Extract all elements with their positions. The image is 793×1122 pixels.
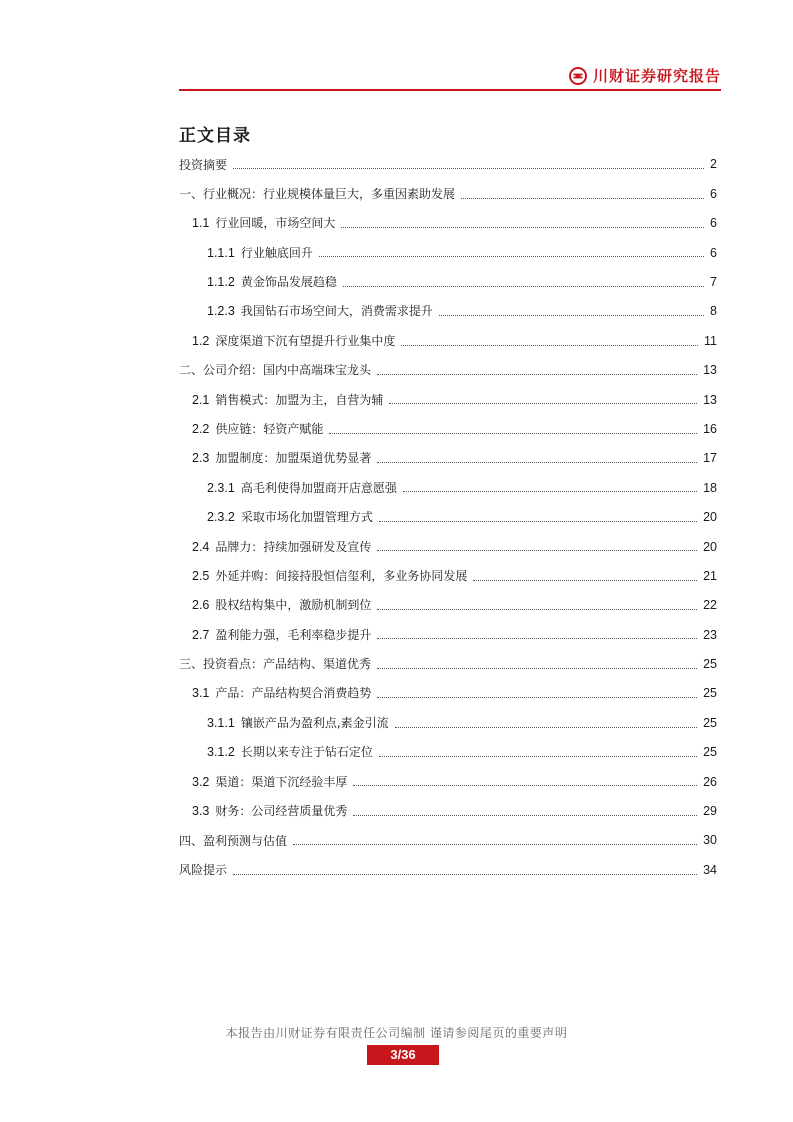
toc-dot-leader — [379, 521, 697, 522]
brand — [569, 65, 721, 86]
toc-dot-leader — [473, 580, 697, 581]
toc-entry-number: 3.2 — [192, 774, 210, 789]
toc-entry-title: 黄金饰品发展趋稳 — [240, 275, 337, 289]
toc-entry-text — [207, 511, 375, 524]
toc-dot-leader — [389, 403, 697, 404]
toc-entry-title: 产品：产品结构契合消费趋势 — [215, 686, 372, 701]
toc-entry-number: 2.3.2 — [207, 510, 235, 525]
toc-dot-leader — [439, 315, 704, 316]
toc-entry-text — [207, 717, 391, 730]
toc-entry-title: 加盟制度：加盟渠道优势显著 — [215, 451, 372, 466]
toc-entry-page: 2 — [710, 157, 717, 172]
toc-dot-leader — [395, 727, 697, 728]
table-of-contents — [179, 150, 717, 885]
toc-entry-title: 盈利能力强，毛利率稳步提升 — [215, 627, 372, 642]
toc-entry-page: 25 — [703, 745, 717, 760]
toc-entry[interactable] — [179, 591, 717, 620]
toc-entry[interactable] — [179, 415, 717, 444]
toc-entry-text — [192, 599, 373, 612]
toc-entry-number: 2.5 — [192, 568, 210, 583]
toc-entry-title: 投资摘要 — [179, 157, 228, 172]
toc-entry[interactable] — [179, 797, 717, 826]
toc-dot-leader — [377, 609, 697, 610]
toc-entry-title: 财务：公司经营质量优秀 — [215, 804, 348, 819]
toc-entry-number: 2.4 — [192, 539, 210, 554]
toc-entry-number: 2.3.1 — [207, 480, 235, 495]
toc-entry-text — [192, 629, 373, 642]
toc-entry-title: 供应链：轻资产赋能 — [215, 421, 324, 436]
toc-entry-title: 深度渠道下沉有望提升行业集中度 — [215, 333, 396, 348]
toc-dot-leader — [233, 168, 704, 169]
toc-entry-page: 13 — [703, 363, 717, 378]
toc-entry-text — [192, 541, 373, 554]
toc-entry-title: 我国钻石市场空间大，消费需求提升 — [240, 304, 433, 319]
toc-entry-text — [192, 335, 397, 348]
toc-entry-page: 34 — [703, 862, 717, 877]
toc-entry[interactable] — [179, 297, 717, 326]
toc-entry[interactable] — [179, 209, 717, 238]
toc-entry-page: 22 — [703, 598, 717, 613]
toc-entry-text — [192, 805, 349, 818]
toc-entry[interactable] — [179, 679, 717, 708]
toc-entry-number: 3.1.2 — [207, 745, 235, 760]
toc-entry-title: 长期以来专注于钻石定位 — [240, 745, 373, 760]
toc-entry[interactable] — [179, 738, 717, 767]
toc-dot-leader — [379, 756, 697, 757]
report-header — [179, 63, 721, 89]
toc-dot-leader — [461, 198, 704, 199]
toc-entry-page: 29 — [703, 804, 717, 819]
toc-dot-leader — [293, 844, 697, 845]
toc-entry[interactable] — [179, 855, 717, 884]
chuancai-logo-icon — [569, 67, 587, 85]
toc-entry-page: 16 — [703, 421, 717, 436]
toc-dot-leader — [377, 374, 697, 375]
toc-entry-number: 2.2 — [192, 421, 210, 436]
toc-entry-page: 17 — [703, 451, 717, 466]
toc-entry-text — [192, 423, 325, 436]
toc-entry-page: 25 — [703, 715, 717, 730]
toc-entry-number: 3.3 — [192, 804, 210, 819]
toc-entry-title: 高毛利使得加盟商开店意愿强 — [240, 480, 397, 495]
toc-entry-text — [192, 570, 469, 583]
toc-entry-page: 20 — [703, 539, 717, 554]
toc-entry-text — [207, 482, 399, 495]
toc-entry-page: 6 — [710, 245, 717, 260]
toc-entry[interactable] — [179, 826, 717, 855]
toc-dot-leader — [401, 345, 698, 346]
toc-title: 正文目录 — [179, 126, 251, 146]
toc-entry-title: 行业触底回升 — [240, 245, 313, 260]
toc-entry-text — [179, 159, 229, 171]
toc-entry-title: 销售模式：加盟为主，自营为辅 — [215, 392, 384, 407]
toc-dot-leader — [343, 286, 704, 287]
toc-entry[interactable] — [179, 444, 717, 473]
toc-dot-leader — [403, 491, 697, 492]
toc-entry-title: 行业回暖，市场空间大 — [215, 216, 336, 231]
toc-entry-text — [179, 188, 457, 200]
toc-entry-number: 3.1.1 — [207, 715, 235, 730]
header-divider — [179, 89, 721, 91]
toc-dot-leader — [377, 697, 697, 698]
toc-entry[interactable] — [179, 532, 717, 561]
toc-dot-leader — [377, 550, 697, 551]
toc-entry[interactable] — [179, 268, 717, 297]
toc-entry-text — [179, 835, 289, 847]
toc-entry-text — [179, 658, 373, 670]
toc-dot-leader — [341, 227, 704, 228]
toc-entry-text — [192, 394, 385, 407]
toc-entry-number: 1.1.2 — [207, 275, 235, 289]
toc-entry-title: 采取市场化加盟管理方式 — [240, 510, 373, 525]
toc-entry[interactable] — [179, 767, 717, 796]
toc-entry-title: 一、行业概况：行业规模体量巨大，多重因素助发展 — [179, 187, 456, 202]
toc-entry-page: 25 — [703, 686, 717, 701]
footer-disclaimer: 本报告由川财证券有限责任公司编制 谨请参阅尾页的重要声明 — [225, 1026, 568, 1040]
toc-entry[interactable] — [179, 473, 717, 502]
toc-dot-leader — [319, 256, 704, 257]
toc-dot-leader — [233, 874, 697, 875]
toc-entry[interactable] — [179, 326, 717, 355]
toc-entry[interactable] — [179, 561, 717, 590]
toc-entry-page: 7 — [710, 275, 717, 289]
toc-entry[interactable] — [179, 708, 717, 737]
toc-dot-leader — [377, 462, 697, 463]
toc-entry-text — [207, 305, 435, 318]
toc-entry-page: 26 — [703, 774, 717, 789]
toc-entry-text — [192, 776, 349, 789]
toc-entry-text — [192, 687, 373, 700]
toc-entry-page: 18 — [703, 480, 717, 495]
toc-entry-number: 1.2.3 — [207, 304, 235, 319]
toc-entry-page: 25 — [703, 657, 717, 672]
toc-entry-number: 2.3 — [192, 451, 210, 466]
toc-entry-number: 2.6 — [192, 598, 210, 613]
toc-entry-text — [179, 364, 373, 376]
toc-entry[interactable] — [179, 356, 717, 385]
toc-entry-title: 镶嵌产品为盈利点,素金引流 — [240, 715, 389, 730]
toc-entry[interactable] — [179, 179, 717, 208]
toc-dot-leader — [353, 785, 697, 786]
toc-entry-text — [207, 746, 375, 759]
toc-entry-number: 2.1 — [192, 392, 210, 407]
toc-entry-title: 外延并购：间接持股恒信玺利，多业务协同发展 — [215, 568, 468, 583]
toc-entry[interactable] — [179, 503, 717, 532]
toc-entry-number: 2.7 — [192, 627, 210, 642]
toc-entry-title: 四、盈利预测与估值 — [179, 833, 288, 848]
toc-dot-leader — [353, 815, 697, 816]
toc-entry-title: 股权结构集中，激励机制到位 — [215, 598, 372, 613]
toc-dot-leader — [377, 638, 697, 639]
toc-entry-page: 30 — [703, 833, 717, 848]
toc-entry[interactable] — [179, 620, 717, 649]
toc-entry-page: 13 — [703, 392, 717, 407]
page-number-badge: 3/36 — [367, 1045, 439, 1065]
toc-entry-page: 8 — [710, 304, 717, 319]
toc-entry-page: 21 — [703, 568, 717, 583]
toc-entry[interactable] — [179, 150, 717, 179]
toc-entry-text — [207, 247, 315, 260]
toc-entry-title: 品牌力：持续加强研发及宣传 — [215, 539, 372, 554]
toc-dot-leader — [377, 668, 697, 669]
brand-name: 川财证券研究报告 — [592, 67, 721, 85]
toc-entry-title: 二、公司介绍：国内中高端珠宝龙头 — [179, 363, 372, 378]
toc-entry-page: 6 — [710, 186, 717, 201]
toc-entry-page: 11 — [704, 333, 717, 348]
toc-entry-page: 23 — [703, 627, 717, 642]
toc-entry-text — [192, 452, 373, 465]
toc-entry-number: 1.1.1 — [207, 245, 235, 260]
toc-entry-page: 20 — [703, 510, 717, 525]
toc-entry-text — [179, 864, 229, 876]
toc-dot-leader — [329, 433, 697, 434]
toc-entry-text — [192, 217, 337, 230]
toc-entry-title: 风险提示 — [179, 863, 228, 878]
toc-entry[interactable] — [179, 650, 717, 679]
toc-entry-text — [207, 276, 339, 289]
toc-entry-title: 三、投资看点：产品结构、渠道优秀 — [179, 657, 372, 672]
toc-entry[interactable] — [179, 385, 717, 414]
toc-entry-number: 1.1 — [192, 216, 210, 231]
toc-entry-number: 1.2 — [192, 333, 210, 348]
toc-entry-page: 6 — [710, 216, 717, 231]
toc-entry-title: 渠道：渠道下沉经验丰厚 — [215, 774, 348, 789]
toc-entry[interactable] — [179, 238, 717, 267]
toc-entry-number: 3.1 — [192, 686, 210, 701]
